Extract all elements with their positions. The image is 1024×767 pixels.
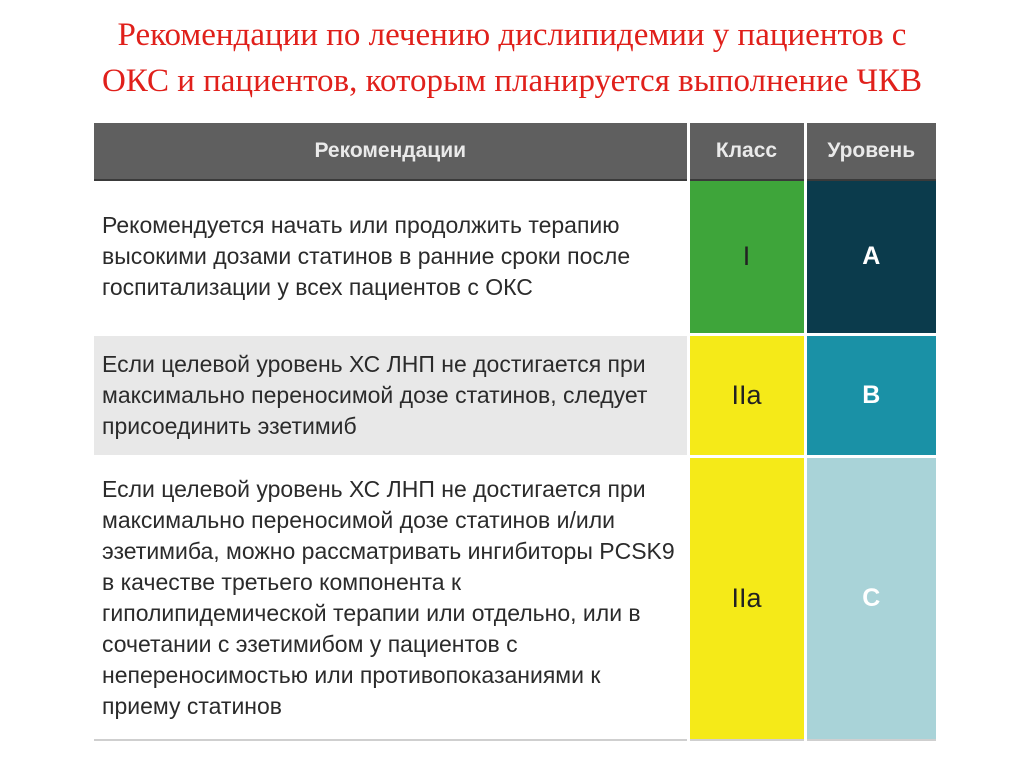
table-row: [94, 180, 936, 334]
table-header-row: [94, 123, 936, 180]
level-cell: C: [805, 456, 936, 740]
table-row: [94, 456, 936, 740]
class-cell: I: [688, 180, 805, 334]
header-level: Уровень: [805, 123, 936, 180]
header-recommendations: Рекомендации: [94, 123, 688, 180]
recommendation-text: Рекомендуется начать или продолжить терапию высокими дозами статинов в ранние сроки после госпитализации у всех пациентов с ОКС: [94, 180, 688, 334]
slide-title-line-1: Рекомендации по лечению дислипидемии у пациентов с: [117, 17, 907, 53]
class-cell: IIa: [688, 334, 805, 456]
recommendation-text: Если целевой уровень ХС ЛНП не достигается при максимально переносимой дозе статинов и/или эзетимиба, можно рассматривать ингибиторы PCSK9 в качестве третьего компонента к гиполипидемической терапии или отдельно, или в сочетании с эзетимибом у пациентов с непереносимостью или противопоказаниями к приему статинов: [94, 456, 688, 740]
recommendation-text: Если целевой уровень ХС ЛНП не достигается при максимально переносимой дозе статинов, следует присоединить эзетимиб: [94, 334, 688, 456]
slide-title: [0, 12, 1024, 104]
level-cell: A: [805, 180, 936, 334]
header-class: Класс: [688, 123, 805, 180]
slide-title-line-2: ОКС и пациентов, которым планируется выполнение ЧКВ: [101, 63, 923, 99]
recommendations-table: [94, 123, 936, 741]
class-cell: IIa: [688, 456, 805, 740]
table-row: [94, 334, 936, 456]
level-cell: B: [805, 334, 936, 456]
